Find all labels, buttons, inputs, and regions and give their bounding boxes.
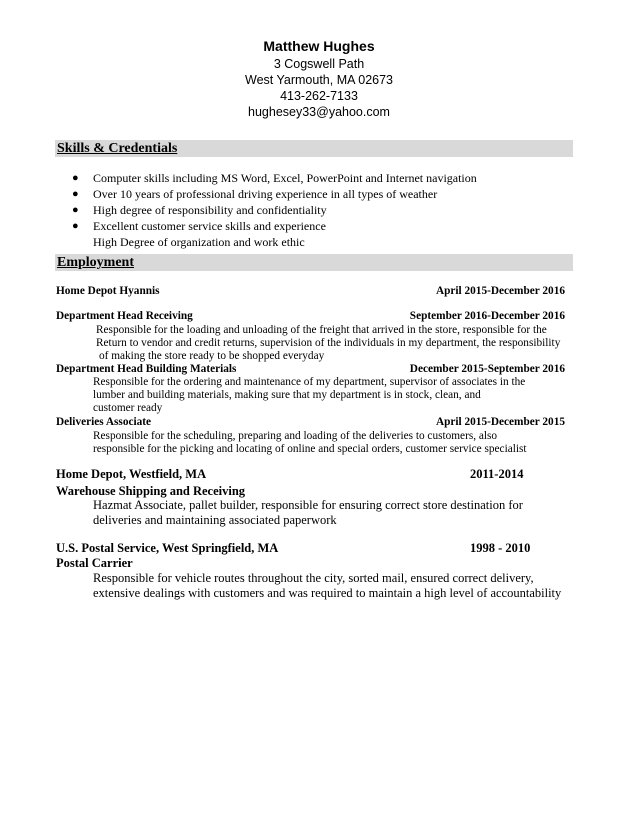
- job1-company: Home Depot Hyannis: [56, 285, 160, 297]
- job2-dates: 2011-2014: [470, 467, 524, 481]
- phone-number: 413-262-7133: [280, 89, 358, 103]
- role3-title: Deliveries Associate: [56, 416, 152, 428]
- job3-role: Postal Carrier: [56, 556, 133, 570]
- role2-title: Department Head Building Materials: [56, 363, 237, 375]
- job3-company: U.S. Postal Service, West Springfield, MA: [56, 541, 279, 555]
- skill-item: ● Over 10 years of professional driving experience in all types of weather: [72, 187, 438, 201]
- address-line-2: West Yarmouth, MA 02673: [245, 73, 393, 87]
- skill-item: ● Excellent customer service skills and experience: [72, 219, 326, 233]
- employment-section-title: Employment: [57, 255, 134, 270]
- job1-dates: April 2015-December 2016: [435, 285, 565, 297]
- role1-description-line: of making the store ready to be shopped everyday: [99, 350, 325, 362]
- job2-role: Warehouse Shipping and Receiving: [56, 484, 246, 498]
- address-line-1: 3 Cogswell Path: [273, 57, 365, 71]
- skills-section-title: Skills & Credentials: [57, 141, 178, 156]
- resume-name: Matthew Hughes: [263, 38, 375, 54]
- job2-description-line: deliveries and maintaining associated paperwork: [93, 513, 337, 527]
- email-address: hughesey33@yahoo.com: [248, 105, 390, 119]
- job3-description-line: Responsible for vehicle routes throughout the city, sorted mail, ensured correct delivery,: [93, 571, 534, 585]
- skill-item: ● Computer skills including MS Word, Excel, PowerPoint and Internet navigation: [72, 171, 477, 185]
- role2-description-line: lumber and building materials, making sure that my department is in stock, clean, and: [93, 389, 481, 401]
- role1-title: Department Head Receiving: [56, 310, 193, 322]
- job3-dates: 1998 - 2010: [470, 541, 531, 555]
- role2-dates: December 2015-September 2016: [409, 363, 565, 375]
- role1-dates: September 2016-December 2016: [409, 310, 565, 322]
- skill-item: ● High degree of responsibility and confidentiality: [72, 203, 327, 217]
- role3-dates: April 2015-December 2015: [435, 416, 565, 428]
- role3-description-line: Responsible for the scheduling, preparing and loading of the deliveries to customers, also: [93, 430, 498, 442]
- role1-description-line: Return to vendor and credit returns, supervision of the individuals in my department, the responsibility: [96, 337, 561, 349]
- role2-description-line: Responsible for the ordering and maintenance of my department, supervisor of associates in the: [93, 376, 526, 388]
- role1-description-line: Responsible for the loading and unloading of the freight that arrived in the store, responsible for the: [96, 324, 547, 336]
- employment-section-header: [55, 254, 573, 271]
- skills-section-header: [55, 140, 573, 157]
- job2-description-line: Hazmat Associate, pallet builder, responsible for ensuring correct store destination for: [93, 498, 523, 512]
- role2-description-line: customer ready: [93, 402, 163, 414]
- job3-description-line: extensive dealings with customers and was required to maintain a high level of accountability: [93, 586, 562, 600]
- role3-description-line: responsible for the picking and locating of online and special orders, customer service specialist: [93, 443, 527, 455]
- skill-extra: High Degree of organization and work ethic: [93, 235, 305, 249]
- skills-list: [72, 170, 477, 250]
- job2-company: Home Depot, Westfield, MA: [56, 467, 207, 481]
